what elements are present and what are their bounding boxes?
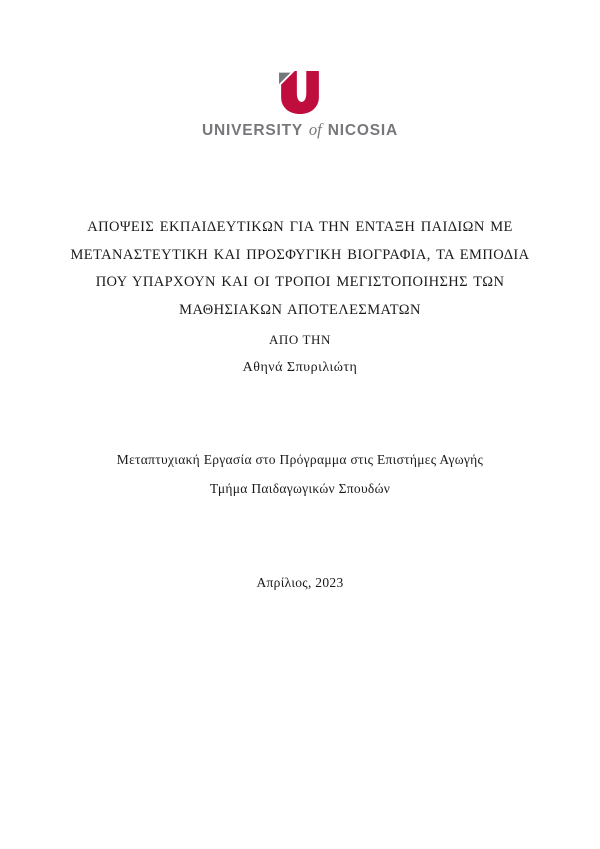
university-wordmark xyxy=(0,120,600,140)
thesis-title-line-2: ΜΕΤΑΝΑΣΤΕΥΤΙΚΗ ΚΑΙ ΠΡΟΣΦΥΓΙΚΗ ΒΙΟΓΡΑΦΙΑ, ΤΑ ΕΜΠΟΔΙΑ xyxy=(70,246,530,263)
wordmark-university: UNIVERSITY xyxy=(201,122,303,139)
program-line: Μεταπτυχιακή Εργασία στο Πρόγραμμα στις Επιστήμες Αγωγής xyxy=(116,452,484,467)
date-line: Απρίλιος, 2023 xyxy=(256,575,344,590)
thesis-title xyxy=(0,214,600,324)
author-name: Αθηνά Σπυριλιώτη xyxy=(242,360,358,375)
university-logo-u-icon xyxy=(279,71,321,114)
wordmark-nicosia: NICOSIA xyxy=(327,122,398,139)
byline: ΑΠΟ ΤΗΝ xyxy=(268,332,332,347)
logo-red-u-icon xyxy=(281,71,319,114)
thesis-title-line-3: ΠΟΥ ΥΠΑΡΧΟΥΝ ΚΑΙ ΟΙ ΤΡΟΠΟΙ ΜΕΓΙΣΤΟΠΟΙΗΣΗΣ ΤΩΝ xyxy=(95,274,505,290)
wordmark-of: of xyxy=(308,120,322,139)
thesis-title-line-4: ΜΑΘΗΣΙΑΚΩΝ ΑΠΟΤΕΛΕΣΜΑΤΩΝ xyxy=(179,301,421,318)
thesis-title-line-1: ΑΠΟΨΕΙΣ ΕΚΠΑΙΔΕΥΤΙΚΩΝ ΓΙΑ ΤΗΝ ΕΝΤΑΞΗ ΠΑΙΔΙΩΝ ΜΕ xyxy=(87,219,513,235)
department-line: Τμήμα Παιδαγωγικών Σπουδών xyxy=(209,481,391,496)
university-logo xyxy=(0,71,600,119)
